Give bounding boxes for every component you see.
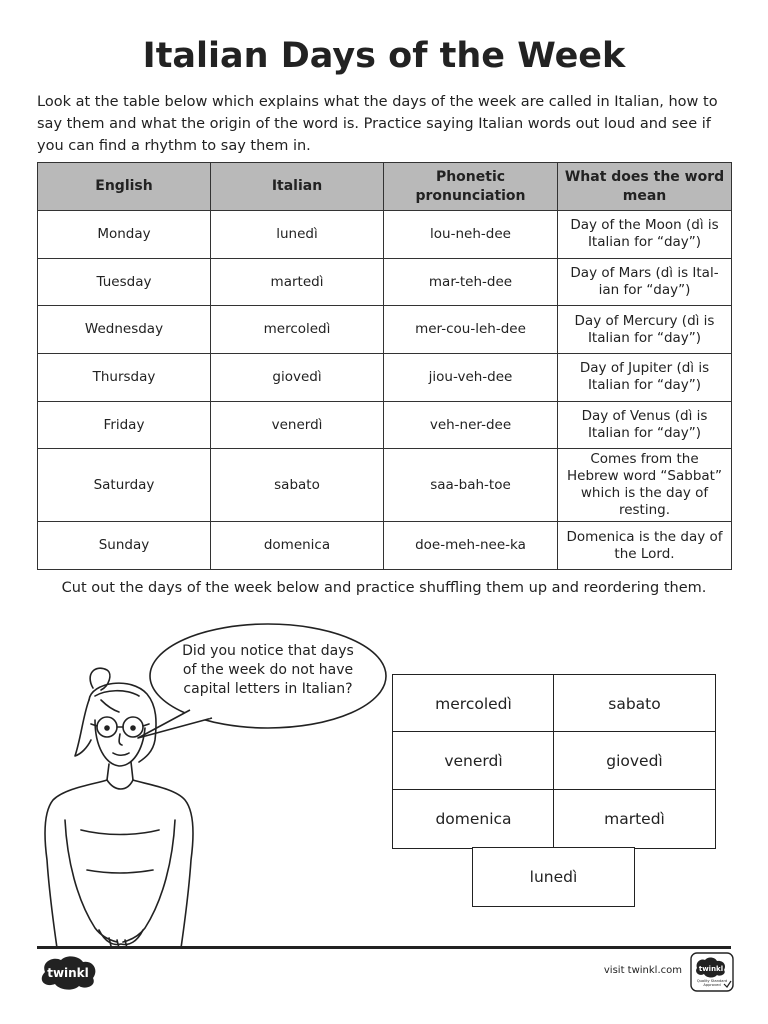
cell-italian: venerdì	[211, 401, 384, 449]
days-table	[37, 162, 732, 570]
day-card[interactable]: martedì	[553, 789, 716, 849]
table-row	[38, 401, 732, 449]
header-italian: Italian	[211, 163, 384, 211]
table-row	[38, 354, 732, 402]
header-meaning: What does the word mean	[558, 163, 732, 211]
badge-text: twinkl	[698, 965, 724, 973]
cell-meaning: Day of Mercury (dì is Italian for “day”)	[558, 306, 732, 354]
visit-link[interactable]: visit twinkl.com	[603, 965, 682, 976]
cell-italian: domenica	[211, 522, 384, 570]
cell-meaning: Day of the Moon (dì is Italian for “day”)	[558, 211, 732, 259]
cell-italian: lunedì	[211, 211, 384, 259]
cell-meaning: Day of Venus (dì is Italian for “day”)	[558, 401, 732, 449]
page-title: Italian Days of the Week	[142, 36, 626, 76]
cell-phonetic: doe-meh-nee-ka	[384, 522, 558, 570]
cell-english: Saturday	[38, 449, 211, 522]
cell-english: Friday	[38, 401, 211, 449]
cell-english: Monday	[38, 211, 211, 259]
cell-english: Tuesday	[38, 258, 211, 306]
day-card[interactable]: venerdì	[392, 731, 555, 791]
cell-english: Thursday	[38, 354, 211, 402]
cell-phonetic: saa-bah-toe	[384, 449, 558, 522]
table-row	[38, 258, 732, 306]
cell-phonetic: mar-teh-dee	[384, 258, 558, 306]
cell-phonetic: mer-cou-leh-dee	[384, 306, 558, 354]
cell-english: Sunday	[38, 522, 211, 570]
day-card[interactable]: lunedì	[472, 847, 635, 907]
header-phonetic: Phonetic pronunciation	[384, 163, 558, 211]
speech-bubble-text: Did you notice that days of the week do not have capital letters in Italian?	[182, 643, 354, 697]
table-row	[38, 211, 732, 259]
girl-illustration	[35, 660, 215, 950]
cell-meaning: Domenica is the day of the Lord.	[558, 522, 732, 570]
cell-phonetic: lou-neh-dee	[384, 211, 558, 259]
header-english: English	[38, 163, 211, 211]
day-card[interactable]: mercoledì	[392, 674, 555, 733]
day-card[interactable]: giovedì	[553, 731, 716, 791]
cell-meaning: Day of Jupiter (dì is Italian for “day”)	[558, 354, 732, 402]
cell-italian: giovedì	[211, 354, 384, 402]
cell-meaning: Comes from the Hebrew word “Sabbat” which is the day of resting.	[558, 449, 732, 522]
quality-badge	[690, 952, 734, 992]
cell-phonetic: jiou-veh-dee	[384, 354, 558, 402]
intro-paragraph: Look at the table below which explains what the days of the week are called in Italian, how to say them and what the origin of the word is. Practice saying Italian words out loud and see if you can find a rhythm to say them in.	[37, 94, 718, 154]
cell-italian: mercoledì	[211, 306, 384, 354]
cut-instruction: Cut out the days of the week below and practice shuffling them up and reordering them.	[61, 580, 707, 596]
twinkl-logo[interactable]	[37, 954, 99, 990]
table-row	[38, 522, 732, 570]
cell-english: Wednesday	[38, 306, 211, 354]
table-header-row	[38, 163, 732, 211]
day-card[interactable]: sabato	[553, 674, 716, 733]
logo-text: twinkl	[47, 966, 89, 980]
table-row	[38, 449, 732, 522]
cell-phonetic: veh-ner-dee	[384, 401, 558, 449]
cell-meaning: Day of Mars (dì is Ital-ian for “day”)	[558, 258, 732, 306]
cell-italian: sabato	[211, 449, 384, 522]
cell-italian: martedì	[211, 258, 384, 306]
day-card[interactable]: domenica	[392, 789, 555, 849]
footer-divider	[37, 946, 731, 949]
badge-subtext: Quality Standard Approved	[696, 979, 728, 987]
table-row	[38, 306, 732, 354]
